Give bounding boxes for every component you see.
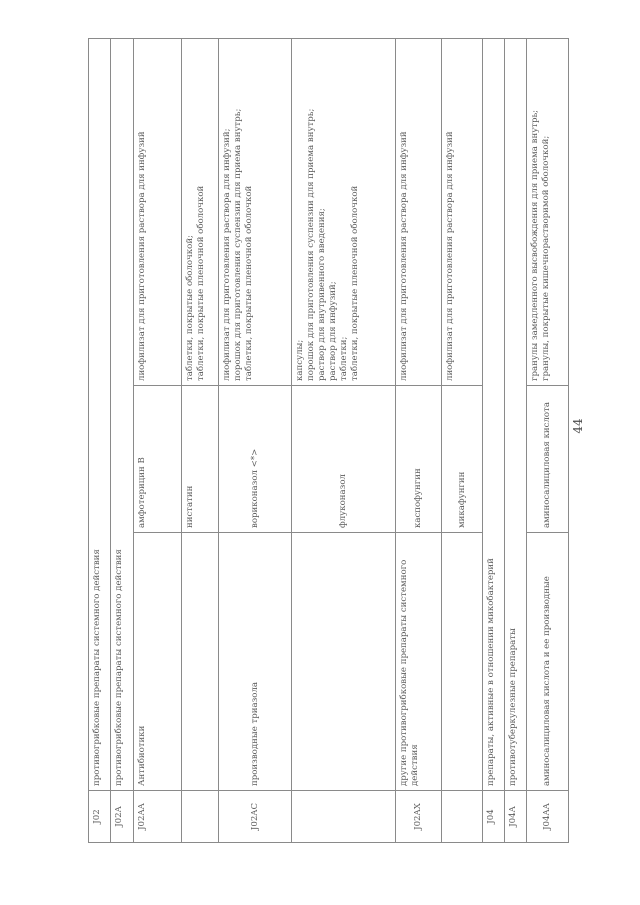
table-row — [527, 39, 569, 843]
inn-cell — [292, 386, 396, 533]
atc-code: J02 — [92, 809, 102, 824]
page-number: 44 — [571, 418, 585, 434]
inn-cell — [134, 386, 182, 533]
drug-table — [88, 38, 569, 843]
table-row — [182, 39, 219, 843]
drug-name: амфотерицин В — [137, 457, 147, 528]
group-cell — [396, 533, 442, 791]
drug-name: флуконазол — [338, 474, 348, 528]
group-name: другие противогрибковые препараты системного действия — [399, 559, 420, 786]
atc-code-cell — [219, 791, 292, 843]
forms-cell — [219, 39, 292, 386]
group-cell — [182, 533, 219, 791]
forms-cell — [527, 39, 569, 386]
atc-code-cell — [182, 791, 219, 843]
forms-cell — [396, 39, 442, 386]
inn-cell — [219, 386, 292, 533]
dosage-forms: лиофилизат для приготовления раствора для инфузий — [399, 131, 409, 381]
forms-cell — [134, 39, 182, 386]
forms-cell — [182, 39, 219, 386]
group-cell — [483, 39, 505, 791]
group-cell — [505, 39, 527, 791]
dosage-forms: лиофилизат для приготовления раствора для инфузий — [137, 131, 147, 381]
group-cell — [134, 533, 182, 791]
atc-code-cell — [527, 791, 569, 843]
atc-code: J04AA — [542, 803, 552, 830]
group-name: аминосалициловая кислота и ее производные — [542, 576, 552, 786]
table-row — [483, 39, 505, 843]
group-cell — [219, 533, 292, 791]
atc-code: J02AX — [413, 803, 423, 830]
drug-name: нистатин — [185, 485, 195, 528]
table-row — [505, 39, 527, 843]
inn-cell — [527, 386, 569, 533]
atc-code: J04A — [508, 806, 518, 827]
dosage-forms: таблетки, покрытые оболочкой; таблетки, покрытые пленочной оболочкой — [185, 185, 206, 381]
drug-name: микафунгин — [456, 471, 467, 528]
drug-name: аминосалициловая кислота — [542, 402, 552, 528]
group-name: противогрибковые препараты системного действия — [92, 549, 102, 786]
table-row — [442, 39, 483, 843]
group-name: Антибиотики — [137, 725, 147, 786]
group-cell — [111, 39, 134, 791]
atc-code-cell — [396, 791, 442, 843]
atc-code-cell — [483, 791, 505, 843]
dosage-forms: лиофилизат для приготовления раствора для инфузий — [445, 131, 455, 381]
group-name: противотуберкулезные препараты — [508, 628, 518, 786]
group-name: производные триазола — [249, 681, 260, 786]
group-cell — [442, 533, 483, 791]
table-row — [134, 39, 182, 843]
group-cell — [89, 39, 111, 791]
atc-code-cell — [134, 791, 182, 843]
table-row — [396, 39, 442, 843]
forms-cell — [292, 39, 396, 386]
dosage-forms: гранулы замедленного высвобождения для приема внутрь; гранулы, покрытые кишечнорастворимой оболочкой; — [530, 109, 551, 381]
drug-name: вориконазол <*> — [249, 448, 260, 528]
atc-code-cell — [111, 791, 134, 843]
drug-name: каспофунгин — [413, 468, 423, 528]
group-name: препараты, активные в отношении микобактерий — [486, 558, 496, 786]
atc-code-cell — [442, 791, 483, 843]
table-row — [111, 39, 134, 843]
inn-cell — [442, 386, 483, 533]
table-row — [292, 39, 396, 843]
inn-cell — [396, 386, 442, 533]
group-cell — [292, 533, 396, 791]
rotated-table-wrapper — [88, 39, 568, 843]
atc-code-cell — [89, 791, 111, 843]
group-cell — [527, 533, 569, 791]
forms-cell — [442, 39, 483, 386]
atc-code: J02AA — [137, 803, 147, 830]
atc-code: J04 — [486, 809, 496, 824]
atc-code-cell — [505, 791, 527, 843]
dosage-forms: капсулы; порошок для приготовления суспензии для приема внутрь; раствор для внутривенного введения; раствор для инфузий; таблетки; таблетки, покрытые пленочной оболочкой — [295, 108, 360, 381]
atc-code: J02A — [114, 806, 124, 827]
group-name: противогрибковые препараты системного действия — [114, 549, 124, 786]
dosage-forms: лиофилизат для приготовления раствора для инфузий; порошок для приготовления суспензии для приема внутрь; таблетки, покрытые пленочной оболочкой — [222, 108, 254, 381]
atc-code: J02AC — [249, 802, 260, 831]
table-row — [219, 39, 292, 843]
inn-cell — [182, 386, 219, 533]
table-row — [89, 39, 111, 843]
atc-code-cell — [292, 791, 396, 843]
